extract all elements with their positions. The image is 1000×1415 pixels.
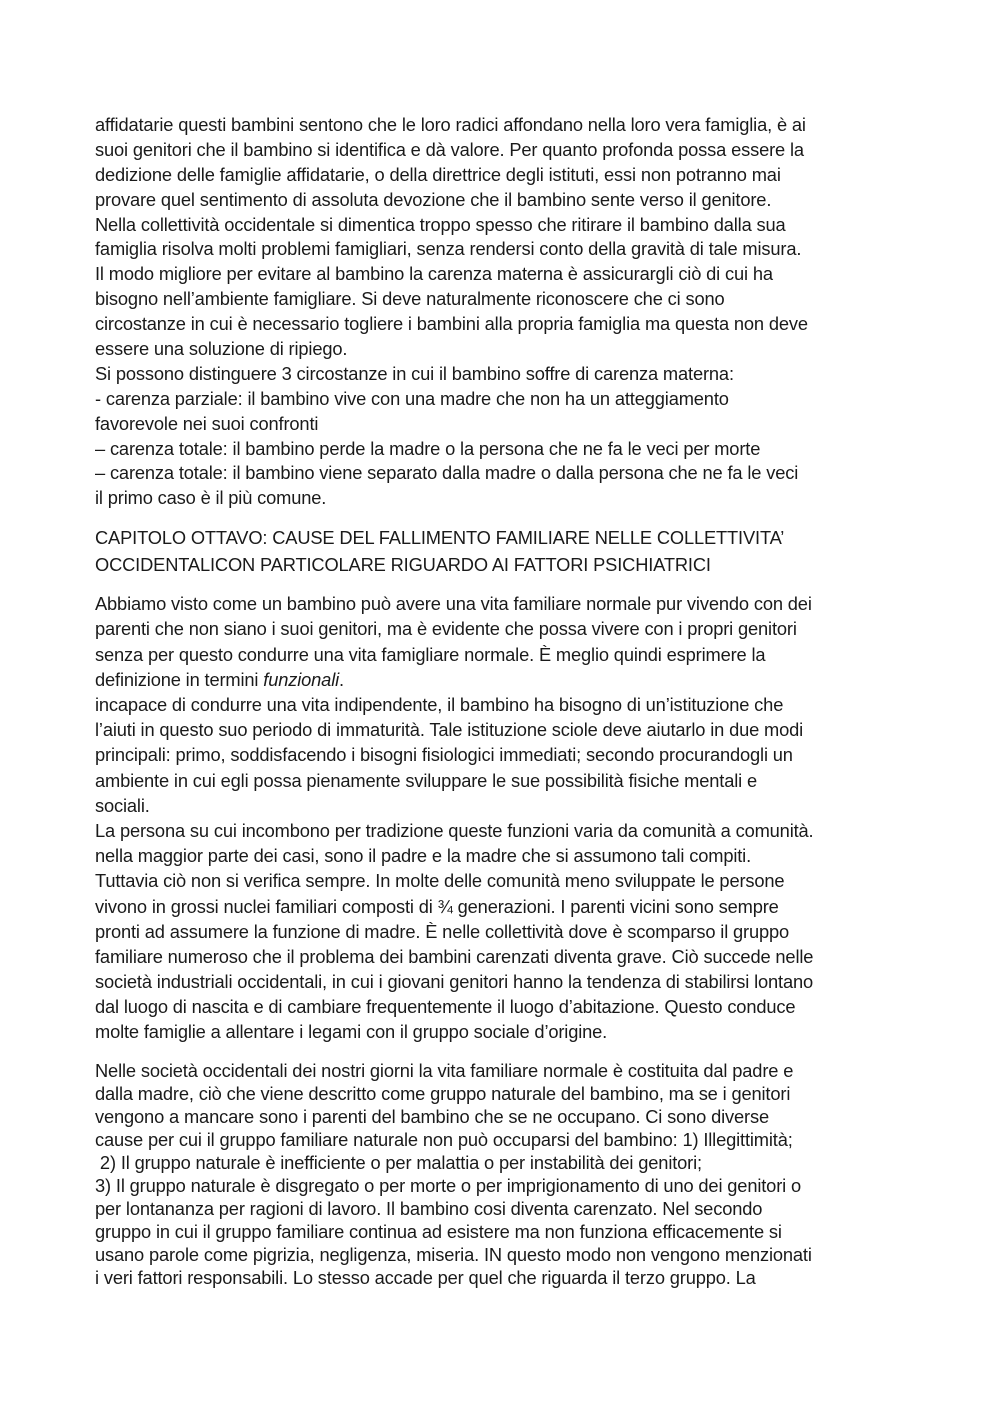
heading-line: OCCIDENTALICON PARTICOLARE RIGUARDO AI FATTORI PSICHIATRICI xyxy=(95,554,711,576)
text-line: famiglia risolva molti problemi famigliari, senza rendersi conto della gravità di tale misura. xyxy=(95,238,802,260)
definition-suffix: . xyxy=(339,668,344,690)
text-line: affidatarie questi bambini sentono che le loro radici affondano nella loro vera famiglia, è ai xyxy=(95,114,806,135)
text-line: dalla madre, ciò che viene descritto come gruppo naturale del bambino, ma se i genitori xyxy=(95,1082,791,1104)
text-line: società industriali occidentali, in cui i giovani genitori hanno la tendenza di stabilirsi lontano xyxy=(95,971,814,993)
text-line: Nella collettività occidentale si dimentica troppo spesso che ritirare il bambino dalla sua xyxy=(95,213,786,235)
text-line: pronti ad assumere la funzione di madre. È nelle collettività dove è scomparso il gruppo xyxy=(95,920,790,942)
definition-prefix: definizione in termini xyxy=(95,668,264,690)
text-line xyxy=(95,667,915,692)
text-line: l’aiuti in questo suo periodo di immaturità. Tale istituzione sciole deve aiutarlo in due modi xyxy=(95,719,804,741)
text-line: dal luogo di nascita e di cambiare frequentemente il luogo d’abitazione. Questo conduce xyxy=(95,996,796,1018)
document-page xyxy=(95,113,915,1289)
text-line: gruppo in cui il gruppo familiare continua ad esistere ma non funziona efficacemente si xyxy=(95,1220,782,1242)
text-line: i veri fattori responsabili. Lo stesso accade per quel che riguarda il terzo gruppo. La xyxy=(95,1266,756,1288)
text-line: bisogno nell’ambiente famigliare. Si deve naturalmente riconoscere che ci sono xyxy=(95,288,725,310)
paragraph-family-failure-causes xyxy=(95,1059,915,1289)
text-line: sociali. xyxy=(95,794,150,816)
text-line: Il modo migliore per evitare al bambino la carenza materna è assicurargli ciò di cui ha xyxy=(95,263,773,285)
text-line: Abbiamo visto come un bambino può avere una vita familiare normale pur vivendo con dei xyxy=(95,593,812,615)
text-line: per lontananza per ragioni di lavoro. Il bambino cosi diventa carenzato. Nel secondo xyxy=(95,1197,763,1219)
heading-line: CAPITOLO OTTAVO: CAUSE DEL FALLIMENTO FAMILIARE NELLE COLLETTIVITA’ xyxy=(95,527,785,549)
italic-term: funzionali xyxy=(263,668,340,690)
text-line: Nelle società occidentali dei nostri giorni la vita familiare normale è costituita dal padre e xyxy=(95,1059,794,1081)
text-line: principali: primo, soddisfacendo i bisogni fisiologici immediati; secondo procurandogli un xyxy=(95,744,793,766)
list-item: favorevole nei suoi confronti xyxy=(95,412,319,434)
text-line: Tuttavia ciò non si verifica sempre. In molte delle comunità meno sviluppate le persone xyxy=(95,870,785,892)
list-item: – carenza totale: il bambino perde la madre o la persona che ne fa le veci per morte xyxy=(95,437,761,459)
text-line: ambiente in cui egli possa pienamente sviluppare le sue possibilità fisiche mentali e xyxy=(95,769,758,791)
text-line: il primo caso è il più comune. xyxy=(95,487,327,509)
text-line: parenti che non siano i suoi genitori, ma è evidente che possa vivere con i propri genitori xyxy=(95,618,797,640)
text-line: provare quel sentimento di assoluta devozione che il bambino sente verso il genitore. xyxy=(95,188,772,210)
text-line: circostanze in cui è necessario togliere i bambini alla propria famiglia ma questa non deve xyxy=(95,313,808,335)
paragraph-family-function xyxy=(95,591,915,1044)
text-line: familiare numeroso che il problema dei bambini carenzati diventa grave. Ciò succede nelle xyxy=(95,945,814,967)
text-line: Si possono distinguere 3 circostanze in cui il bambino soffre di carenza materna: xyxy=(95,362,734,384)
paragraph-maternal-deprivation xyxy=(95,113,915,511)
text-line: cause per cui il gruppo familiare naturale non può occuparsi del bambino: 1) Illegittimità; xyxy=(95,1128,793,1150)
text-line: incapace di condurre una vita indipendente, il bambino ha bisogno di un’istituzione che xyxy=(95,694,784,715)
text-line: nella maggior parte dei casi, sono il padre e la madre che si assumono tali compiti. xyxy=(95,845,752,867)
text-line: 3) Il gruppo naturale è disgregato o per morte o per imprigionamento di uno dei genitori o xyxy=(95,1174,801,1196)
text-line: senza per questo condurre una vita famigliare normale. È meglio quindi esprimere la xyxy=(95,643,766,665)
list-item: - carenza parziale: il bambino vive con una madre che non ha un atteggiamento xyxy=(95,387,729,409)
text-line: 2) Il gruppo naturale è inefficiente o per malattia o per instabilità dei genitori; xyxy=(95,1151,702,1173)
text-line: vengono a mancare sono i parenti del bambino che se ne occupano. Ci sono diverse xyxy=(95,1105,769,1127)
text-line: suoi genitori che il bambino si identifica e dà valore. Per quanto profonda possa essere la xyxy=(95,138,804,160)
text-line: essere una soluzione di ripiego. xyxy=(95,338,348,360)
text-line: La persona su cui incombono per tradizione queste funzioni varia da comunità a comunità. xyxy=(95,819,814,841)
text-line: molte famiglie a allentare i legami con il gruppo sociale d’origine. xyxy=(95,1021,608,1043)
list-item: – carenza totale: il bambino viene separato dalla madre o dalla persona che ne fa le veci xyxy=(95,462,799,484)
text-line: dedizione delle famiglie affidatarie, o della direttrice degli istituti, essi non potranno mai xyxy=(95,163,781,185)
text-line: vivono in grossi nuclei familiari composti di ¾ generazioni. I parenti vicini sono sempre xyxy=(95,895,779,917)
chapter-heading xyxy=(95,524,915,578)
text-line: usano parole come pigrizia, negligenza, miseria. IN questo modo non vengono menzionati xyxy=(95,1243,812,1265)
